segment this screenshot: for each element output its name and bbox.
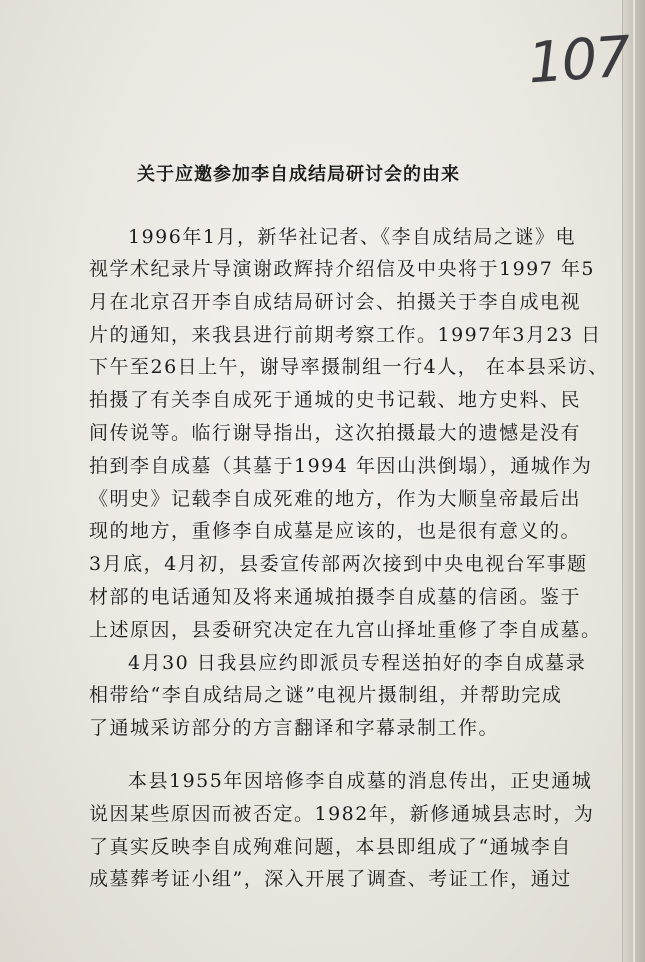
paragraph-line: 了通城采访部分的方言翻译和字幕录制工作。 [89,717,500,739]
paragraph-line: 拍摄了有关李自成死于通城的史书记载、地方史料、民 [89,389,582,411]
paragraph-line: 4月30 日我县应约即派员专程送拍好的李自成墓录 [128,652,587,674]
paragraph-line: 月在北京召开李自成结局研讨会、拍摄关于李自成电视 [89,291,582,313]
paragraph-line: 片的通知，来我县进行前期考察工作。1997年3月23 日 [89,324,602,346]
page-edge-highlight [633,0,635,962]
paragraph-line: 3月底，4月初，县委宣传部两次接到中央电视台军事题 [89,553,588,575]
page-title: 关于应邀参加李自成结局研讨会的由来 [137,164,460,185]
paragraph-line: 下午至26日上午，谢导率摄制组一行4人， 在本县采访、 [89,356,609,378]
paragraph-line: 现的地方，重修李自成墓是应该的，也是很有意义的。 [89,520,582,542]
handwritten-page-number: 107 [525,24,632,97]
paragraph-line: 上述原因，县委研究决定在九宫山择址重修了李自成墓。 [89,619,602,641]
paragraph-line: 《明史》记载李自成死难的地方，作为大顺皇帝最后出 [89,488,582,510]
paragraph-line: 说因某些原因而被否定。1982年，新修通城县志时，为 [89,803,595,825]
paragraph-line: 拍到李自成墓（其墓于1994 年因山洪倒塌），通城作为 [89,455,593,477]
paragraph-line: 成墓葬考证小组”，深入开展了调查、考证工作，通过 [89,868,572,890]
paragraph-line: 材部的电话通知及将来通城拍摄李自成墓的信函。鉴于 [89,586,582,608]
paragraph-line: 本县1955年因培修李自成墓的消息传出，正史通城 [128,770,593,792]
paragraph-line: 1996年1月，新华社记者、《李自成结局之谜》电 [128,226,576,248]
paragraph-line: 相带给“李自成结局之谜”电视片摄制组，并帮助完成 [89,684,563,706]
paragraph-line: 了真实反映李自成殉难问题，本县即组成了“通城李自 [89,836,572,858]
paragraph-line: 间传说等。临行谢导指出，这次拍摄最大的遗憾是没有 [89,422,582,444]
paragraph-line: 视学术纪录片导演谢政辉持介绍信及中央将于1997 年5 [89,258,595,280]
